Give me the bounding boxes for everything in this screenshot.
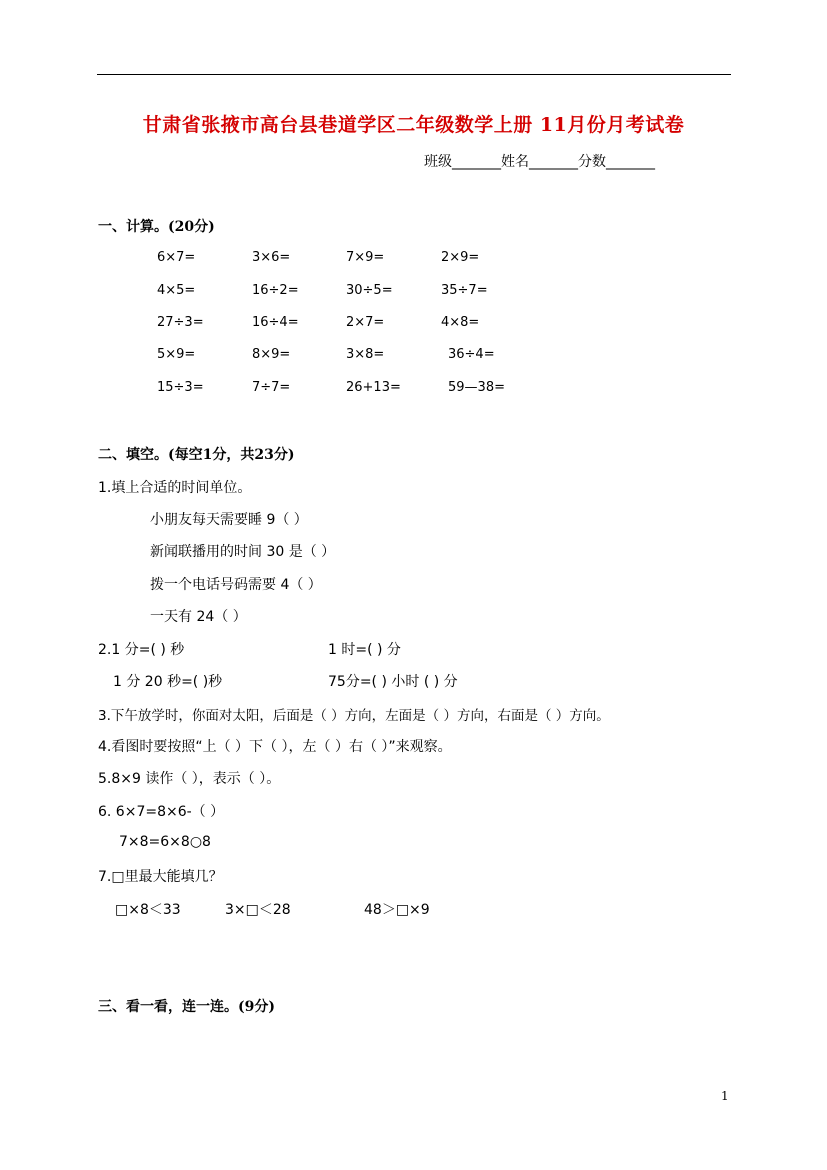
calc-item: 26+13= — [346, 380, 401, 395]
question-2-item: 1 时=( ) 分 — [328, 642, 401, 658]
question-2-item: 1 分 20 秒=( )秒 — [113, 674, 223, 690]
question-7-item: 3×□＜28 — [225, 902, 291, 918]
question-1-item: 小朋友每天需要睡 9（ ） — [150, 512, 308, 528]
calc-item: 2×7= — [346, 315, 385, 330]
calc-item: 2×9= — [441, 250, 480, 265]
exam-title: 甘肃省张掖市高台县巷道学区二年级数学上册 11月份月考试卷 — [142, 114, 685, 136]
calc-item: 16÷2= — [252, 283, 299, 298]
page-number: 1 — [721, 1089, 729, 1103]
calc-item: 27÷3= — [157, 315, 204, 330]
question-7-item: 48＞□×9 — [364, 902, 430, 918]
calc-item: 6×7= — [157, 250, 196, 265]
calc-item: 16÷4= — [252, 315, 299, 330]
question-2-item: 2.1 分=( ) 秒 — [98, 642, 185, 658]
question-1-item: 新闻联播用的时间 30 是（ ） — [150, 544, 336, 560]
question-1-item: 拨一个电话号码需要 4（ ） — [150, 577, 322, 593]
calc-item: 5×9= — [157, 347, 196, 362]
header-rule — [97, 74, 731, 75]
calc-item: 8×9= — [252, 347, 291, 362]
question-1-item: 一天有 24（ ） — [150, 609, 247, 625]
calc-item: 15÷3= — [157, 380, 204, 395]
question-4: 4.看图时要按照“上（ ）下（ ），左（ ）右（ ）”来观察。 — [98, 739, 452, 755]
question-7: 7.□里最大能填几？ — [98, 869, 223, 885]
calc-item: 36÷4= — [448, 347, 495, 362]
calc-item: 3×6= — [252, 250, 291, 265]
calc-item: 4×8= — [441, 315, 480, 330]
calc-item: 59—38= — [448, 380, 505, 395]
question-1: 1.填上合适的时间单位。 — [98, 480, 252, 496]
question-7-item: □×8＜33 — [115, 902, 181, 918]
student-info-line: 班级_______姓名_______分数_______ — [424, 154, 655, 170]
section3-heading: 三、看一看，连一连。(9分) — [98, 999, 275, 1015]
question-3: 3.下午放学时，你面对太阳，后面是（ ）方向，左面是（ ）方向，右面是（ ）方向。 — [98, 708, 610, 724]
calc-item: 4×5= — [157, 283, 196, 298]
calc-item: 35÷7= — [441, 283, 488, 298]
section2-heading: 二、填空。(每空1分，共23分) — [98, 447, 295, 463]
section1-heading: 一、计算。(20分) — [98, 219, 215, 235]
question-6: 6. 6×7=8×6-（ ） — [98, 804, 225, 820]
question-5: 5.8×9 读作（ ），表示（ ）。 — [98, 771, 281, 787]
calc-item: 7×9= — [346, 250, 385, 265]
calc-item: 30÷5= — [346, 283, 393, 298]
question-2-item: 75分=( ) 小时 ( ) 分 — [328, 674, 458, 690]
calc-item: 7÷7= — [252, 380, 291, 395]
question-6-item: 7×8=6×8○8 — [119, 834, 211, 850]
calc-item: 3×8= — [346, 347, 385, 362]
